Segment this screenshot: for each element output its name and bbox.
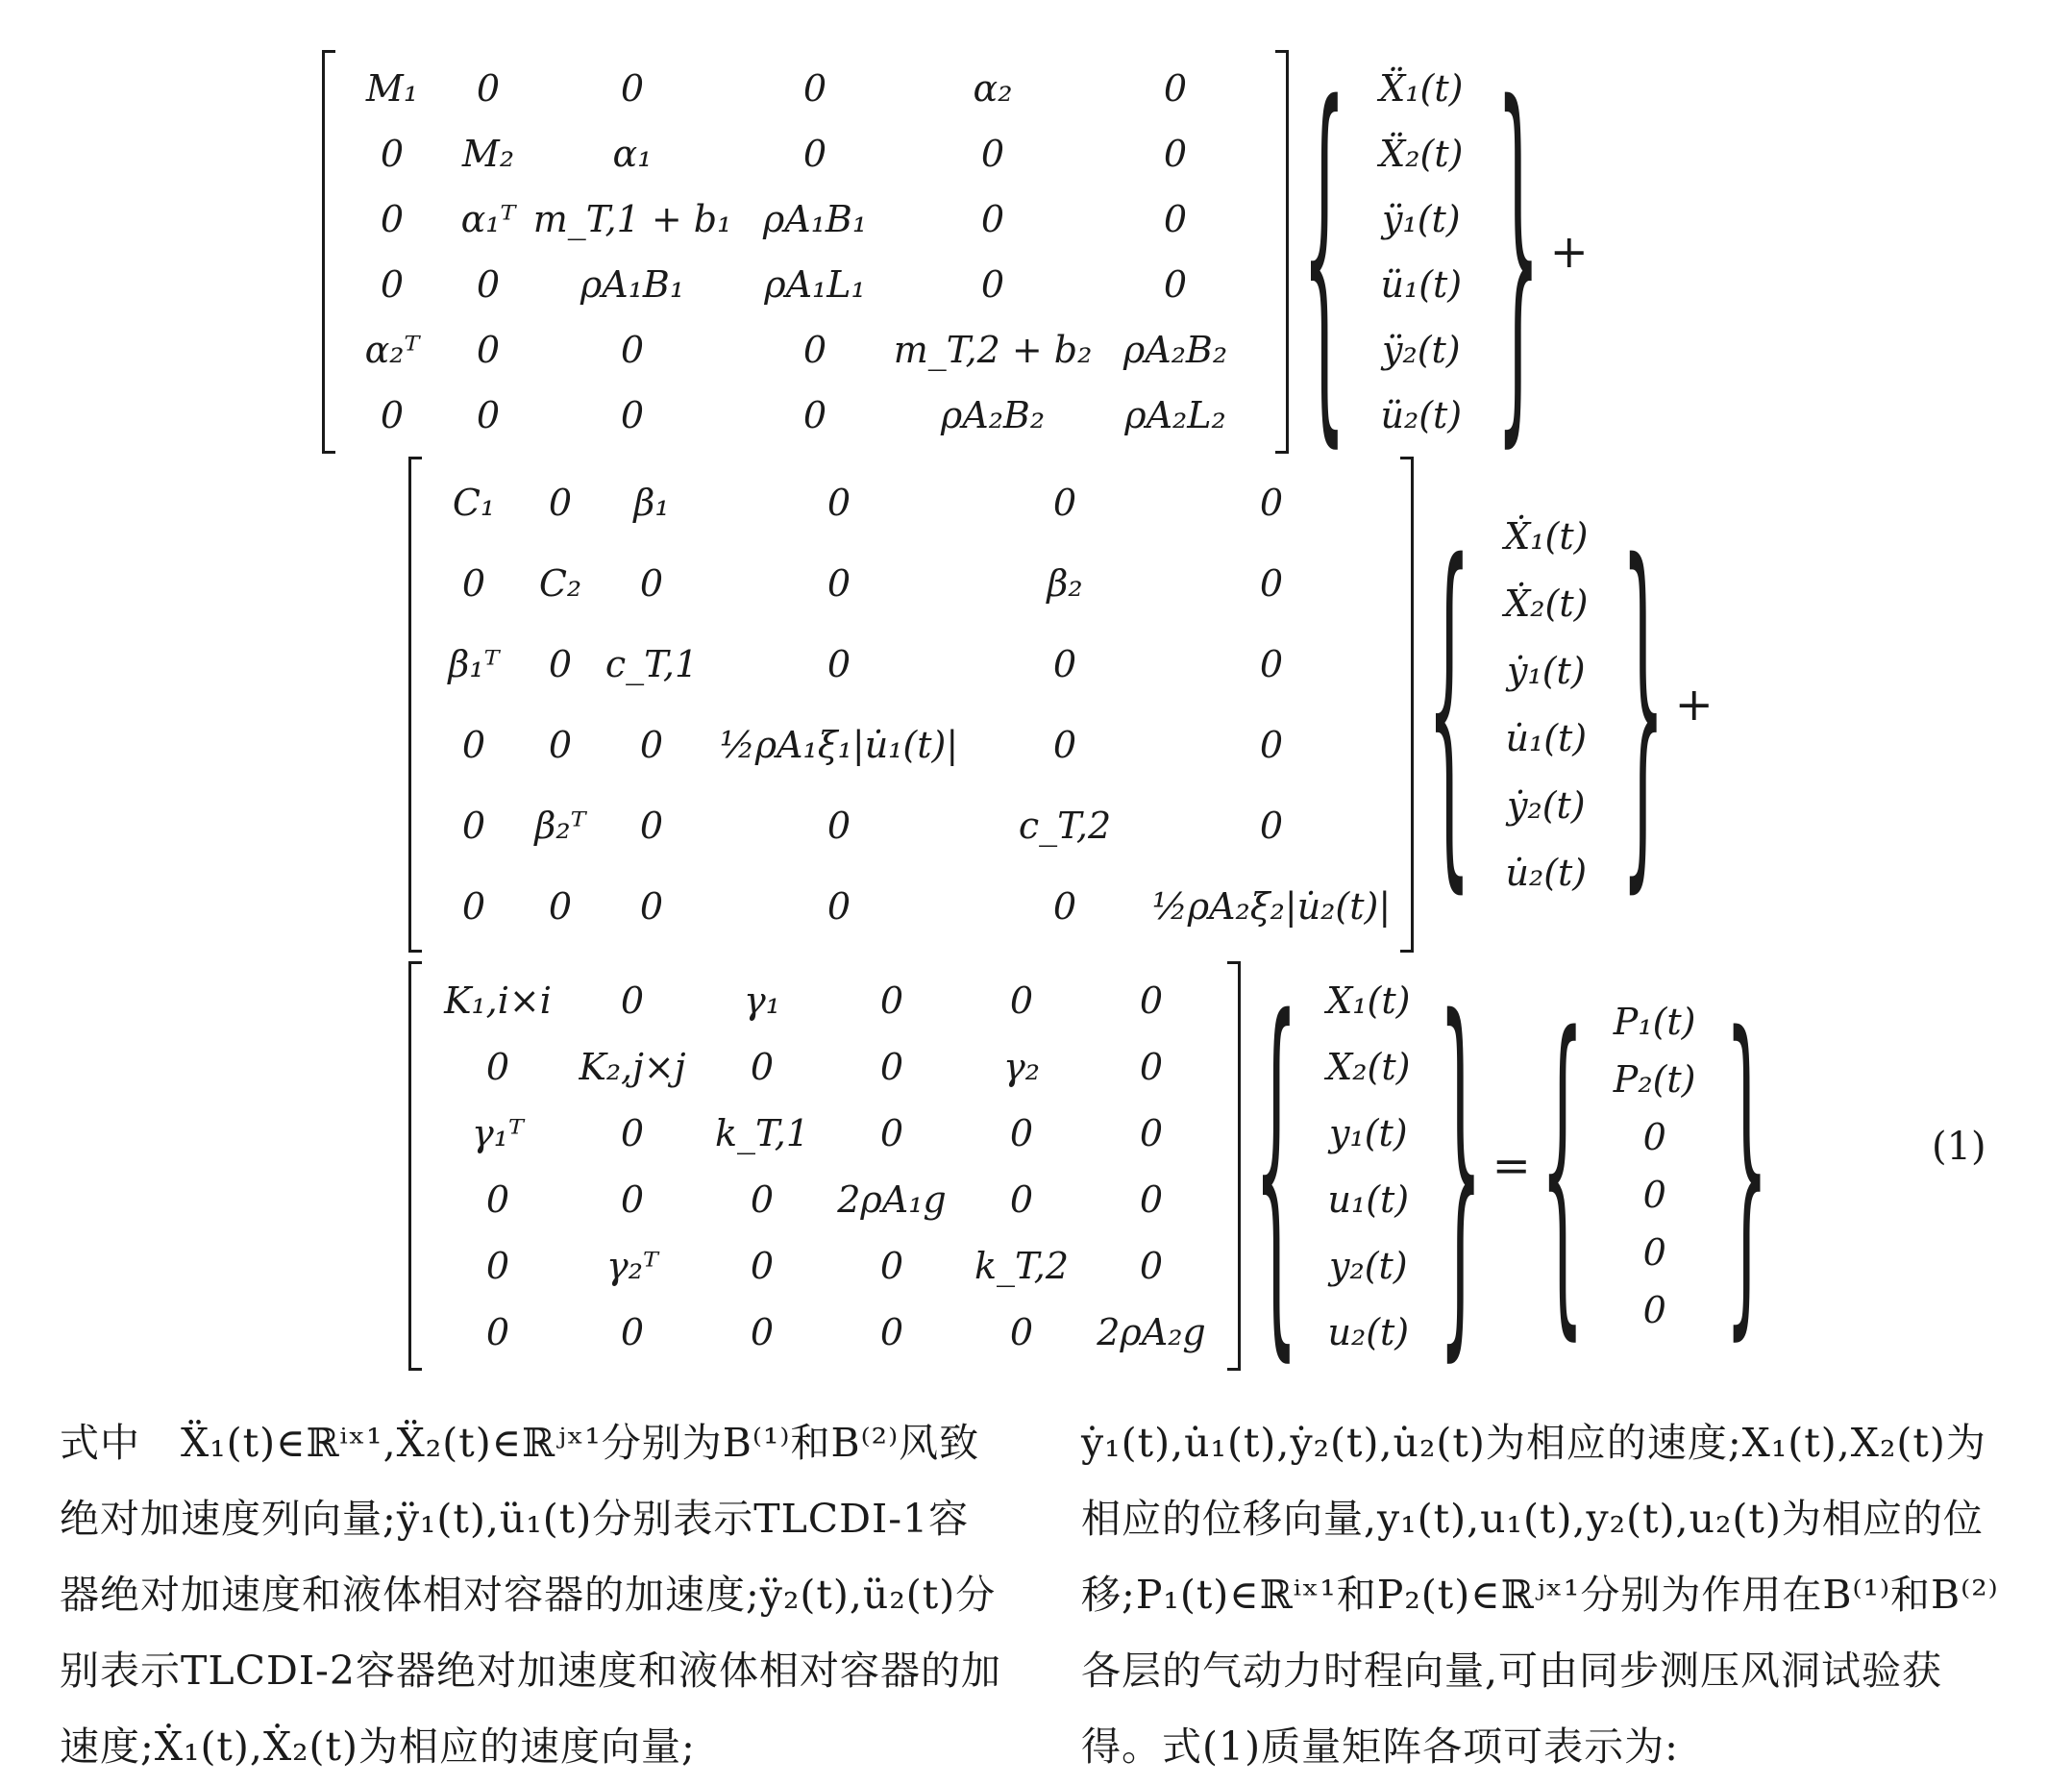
paragraph-right: ẏ₁(t),u̇₁(t),ẏ₂(t),u̇₂(t)为相应的速度;X₁(t),X₂(t)为相应的位移向量,y₁(t),u₁(t),y₂(t),u₂(t)为相应的位移;P₁(t)∈ℝⁱˣ¹和P₂(t)∈ℝʲˣ¹分别为作用在B⁽¹⁾和B⁽²⁾各层的气动力时程向量,可由同步测压风洞试验获得。式(1)质量矩阵各项可表示为:	[1081, 1420, 1999, 1770]
matrix-cell: ρA₁L₁	[764, 263, 866, 306]
matrix-cell: γ₁ᵀ	[472, 1111, 524, 1154]
matrix-cell: β₁ᵀ	[448, 643, 500, 685]
vector-entry: 0	[1642, 1174, 1666, 1216]
vector-entry: ü₁(t)	[1380, 263, 1463, 306]
matrix-cell: ρA₂L₂	[1124, 394, 1226, 436]
plus-sign: +	[1674, 678, 1714, 731]
vector-entry: u̇₂(t)	[1505, 852, 1588, 894]
matrix-cell: β₁	[633, 482, 670, 524]
matrix-cell: k_T,1	[714, 1111, 810, 1154]
vector-entry: 0	[1642, 1289, 1666, 1331]
matrix-cell: 0	[476, 329, 501, 371]
matrix-cell: m_T,2 + b₂	[893, 329, 1093, 371]
matrix-cell: 0	[826, 482, 851, 524]
vector-entry: P₁(t)	[1613, 1001, 1696, 1043]
matrix-cell: 0	[1139, 1178, 1164, 1221]
vector-entry: 0	[1642, 1231, 1666, 1274]
matrix-cell: ρA₂B₂	[940, 394, 1046, 436]
matrix-cell: 0	[620, 67, 645, 110]
displacement-vector	[1298, 967, 1439, 1365]
matrix-cell: 0	[802, 394, 827, 436]
matrix-cell: 0	[639, 805, 664, 847]
matrix-cell: β₂ᵀ	[534, 805, 586, 847]
matrix-cell: 0	[639, 562, 664, 605]
matrix-cell: ρA₁B₁	[762, 198, 868, 240]
matrix-cell: 0	[639, 724, 664, 766]
matrix-cell: 0	[1009, 1111, 1034, 1154]
matrix-cell: C₁	[452, 482, 496, 524]
matrix-cell: 0	[1139, 1111, 1164, 1154]
matrix-cell: c_T,2	[1018, 805, 1112, 847]
matrix-cell: 0	[548, 482, 573, 524]
matrix-cell: 0	[620, 329, 645, 371]
matrix-cell: 2ρA₁g	[837, 1178, 947, 1221]
matrix-cell: 0	[826, 643, 851, 685]
matrix-cell: 0	[980, 263, 1005, 306]
matrix-cell: K₂,j×j	[579, 1045, 686, 1088]
vector-entry: ẏ₁(t)	[1507, 650, 1586, 692]
left-brace: {	[1254, 939, 1298, 1393]
matrix-cell: 0	[485, 1310, 510, 1353]
matrix-cell: 0	[461, 885, 486, 928]
equation-number: (1)	[1932, 1125, 1986, 1169]
left-brace: {	[1427, 486, 1471, 923]
matrix-cell: 0	[485, 1045, 510, 1088]
mass-term	[322, 25, 1589, 479]
matrix-cell: γ₂ᵀ	[606, 1244, 658, 1287]
matrix-cell: γ₂	[1003, 1045, 1040, 1088]
matrix-cell: 0	[750, 1045, 775, 1088]
matrix-cell: 0	[620, 1178, 645, 1221]
left-brace: {	[1302, 25, 1346, 479]
force-vector	[1585, 993, 1725, 1339]
vector-entry: y₂(t)	[1329, 1244, 1408, 1287]
velocity-vector	[1471, 503, 1621, 906]
matrix-cell: 0	[826, 805, 851, 847]
vector-entry: P₂(t)	[1613, 1058, 1696, 1101]
mass-matrix	[322, 50, 1289, 454]
matrix-cell: 0	[1139, 1045, 1164, 1088]
vector-entry: u₂(t)	[1327, 1310, 1410, 1353]
matrix-cell: 0	[1259, 643, 1284, 685]
matrix-cell: α₁	[612, 133, 653, 175]
matrix-cell: 0	[879, 1111, 904, 1154]
matrix-cell: K₁,i×i	[444, 979, 552, 1022]
matrix-cell: k_T,2	[974, 1244, 1070, 1287]
matrix-cell: ½ρA₁ξ₁|u̇₁(t)|	[719, 724, 959, 766]
matrix-cell: 0	[380, 394, 405, 436]
matrix-cell: α₂ᵀ	[364, 329, 420, 371]
matrix-cell: 0	[620, 1111, 645, 1154]
matrix-cell: 0	[826, 562, 851, 605]
matrix-cell: 0	[750, 1244, 775, 1287]
matrix-cell: 0	[879, 1310, 904, 1353]
matrix-cell: 0	[802, 133, 827, 175]
matrix-cell: 0	[802, 329, 827, 371]
matrix-cell: γ₁	[744, 979, 780, 1022]
vector-entry: Ẍ₂(t)	[1379, 133, 1464, 175]
matrix-cell: 0	[1259, 562, 1284, 605]
vector-entry: u̇₁(t)	[1505, 717, 1588, 759]
matrix-cell: 0	[476, 67, 501, 110]
matrix-cell: 0	[1009, 979, 1034, 1022]
matrix-cell: 0	[1052, 482, 1077, 524]
matrix-cell: 0	[1139, 979, 1164, 1022]
matrix-cell: 0	[1259, 805, 1284, 847]
acceleration-vector	[1346, 56, 1496, 448]
matrix-cell: 0	[1259, 482, 1284, 524]
matrix-cell: 0	[980, 198, 1005, 240]
matrix-cell: 0	[750, 1310, 775, 1353]
matrix-cell: 0	[1052, 724, 1077, 766]
vector-entry: Ẋ₁(t)	[1504, 515, 1589, 558]
matrix-cell: c_T,1	[604, 643, 699, 685]
vector-entry: ẏ₂(t)	[1507, 784, 1586, 827]
matrix-cell: 0	[802, 67, 827, 110]
matrix-cell: β₂	[1047, 562, 1083, 605]
matrix-cell: 0	[461, 805, 486, 847]
vector-entry: X₂(t)	[1326, 1045, 1411, 1088]
vector-entry: X₁(t)	[1326, 979, 1411, 1022]
matrix-cell: 0	[485, 1244, 510, 1287]
matrix-cell: 0	[548, 724, 573, 766]
matrix-cell: 0	[1163, 198, 1188, 240]
damping-matrix	[408, 457, 1414, 953]
matrix-cell: 0	[548, 643, 573, 685]
matrix-cell: 0	[826, 885, 851, 928]
left-brace: {	[1540, 964, 1585, 1368]
vector-entry: ÿ₂(t)	[1382, 329, 1461, 371]
vector-entry: Ẍ₁(t)	[1379, 67, 1464, 110]
vector-entry: ÿ₁(t)	[1382, 198, 1461, 240]
stiffness-matrix	[408, 961, 1241, 1371]
matrix-cell: 0	[1163, 263, 1188, 306]
matrix-cell: 0	[1009, 1178, 1034, 1221]
matrix-cell: 0	[1163, 67, 1188, 110]
matrix-cell: 0	[879, 1045, 904, 1088]
vector-entry: Ẋ₂(t)	[1504, 583, 1589, 625]
paragraph-left: 式中 Ẍ₁(t)∈ℝⁱˣ¹,Ẍ₂(t)∈ℝʲˣ¹分别为B⁽¹⁾和B⁽²⁾风致绝对加速度列向量;ÿ₁(t),ü₁(t)分别表示TLCDI-1容器绝对加速度和液体相对容器的加速度;ÿ₂(t),ü₂(t)分别表示TLCDI-2容器绝对加速度和液体相对容器的加速度;Ẋ₁(t),Ẋ₂(t)为相应的速度向量;	[60, 1420, 1001, 1770]
matrix-cell: 0	[380, 263, 405, 306]
vector-entry: ü₂(t)	[1380, 394, 1463, 436]
matrix-cell: 0	[879, 979, 904, 1022]
vector-entry: 0	[1642, 1116, 1666, 1158]
vector-entry: y₁(t)	[1329, 1111, 1408, 1154]
matrix-cell: 0	[620, 1310, 645, 1353]
right-brace: }	[1495, 25, 1541, 479]
matrix-cell: 0	[1259, 724, 1284, 766]
matrix-cell: 0	[980, 133, 1005, 175]
stiffness-term	[408, 939, 1769, 1393]
matrix-cell: 0	[380, 133, 405, 175]
matrix-cell: C₂	[538, 562, 582, 605]
matrix-cell: 0	[1163, 133, 1188, 175]
vector-entry: u₁(t)	[1327, 1178, 1410, 1221]
matrix-cell: ρA₁B₁	[580, 263, 685, 306]
matrix-cell: 0	[1009, 1310, 1034, 1353]
right-brace: }	[1724, 964, 1769, 1368]
matrix-cell: 0	[476, 263, 501, 306]
damping-term	[408, 457, 1714, 953]
matrix-cell: 0	[1052, 885, 1077, 928]
matrix-cell: 2ρA₂g	[1097, 1310, 1206, 1353]
matrix-cell: α₁ᵀ	[460, 198, 516, 240]
right-brace: }	[1620, 486, 1665, 923]
matrix-cell: 0	[461, 724, 486, 766]
matrix-cell: 0	[461, 562, 486, 605]
matrix-cell: 0	[1052, 643, 1077, 685]
matrix-cell: 0	[1139, 1244, 1164, 1287]
matrix-cell: 0	[620, 979, 645, 1022]
matrix-cell: 0	[485, 1178, 510, 1221]
matrix-cell: 0	[548, 885, 573, 928]
right-brace: }	[1438, 939, 1483, 1393]
matrix-cell: 0	[879, 1244, 904, 1287]
matrix-cell: 0	[750, 1178, 775, 1221]
matrix-cell: 0	[639, 885, 664, 928]
matrix-cell: m_T,1 + b₁	[532, 198, 732, 240]
matrix-cell: 0	[620, 394, 645, 436]
matrix-cell: M₂	[461, 133, 515, 175]
matrix-cell: M₁	[365, 67, 419, 110]
equals-sign: =	[1492, 1139, 1531, 1193]
matrix-cell: ρA₂B₂	[1122, 329, 1228, 371]
matrix-cell: α₂	[973, 67, 1013, 110]
matrix-cell: 0	[476, 394, 501, 436]
plus-sign: +	[1549, 225, 1589, 279]
matrix-cell: ½ρA₂ξ₂|u̇₂(t)|	[1151, 885, 1392, 928]
matrix-cell: 0	[380, 198, 405, 240]
